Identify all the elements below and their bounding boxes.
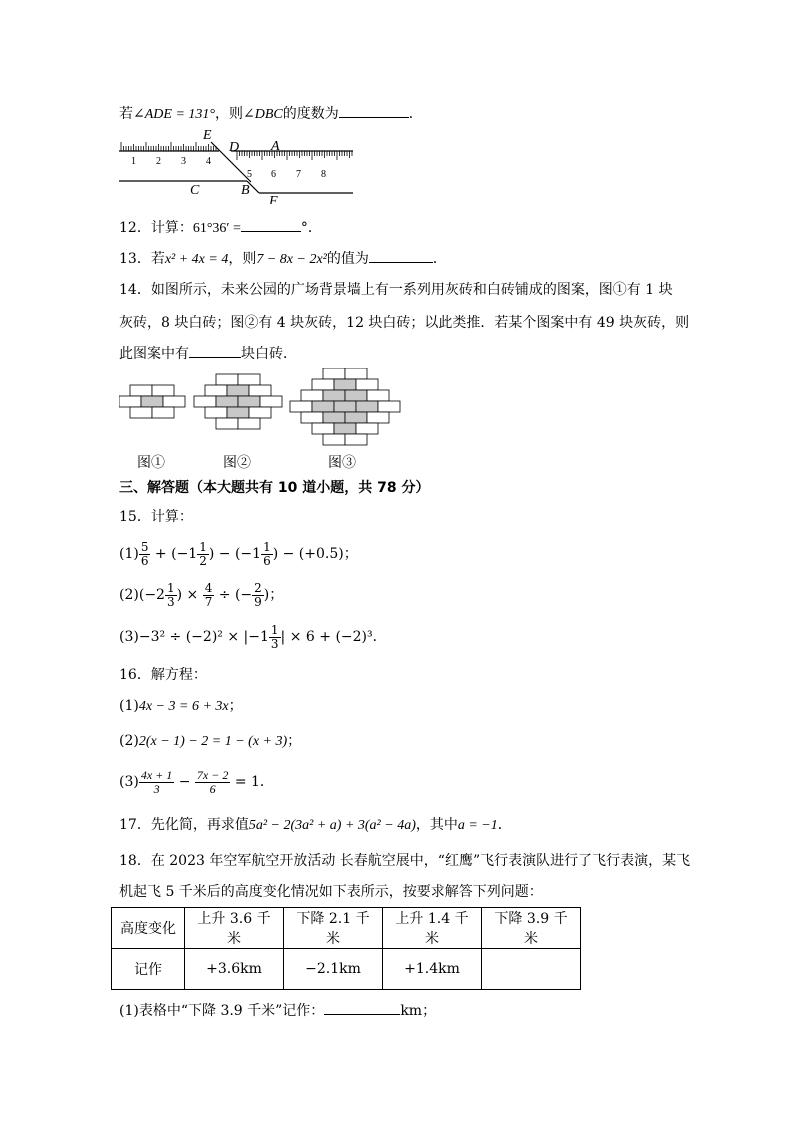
white-brick: [312, 423, 334, 434]
white-brick: [205, 385, 227, 396]
gray-brick: [227, 407, 249, 418]
point-a: A: [271, 139, 280, 154]
gray-brick: [323, 390, 345, 401]
white-brick: [216, 418, 238, 429]
white-brick: [290, 401, 312, 412]
gray-brick: [141, 396, 163, 407]
q16-p3: (3) $\frac{4x + 1}{3}$ − $\frac{7x - 2}{6}$ = 1．: [119, 767, 274, 796]
white-brick: [194, 396, 216, 407]
q18-sub1: (1)表格中“下降 3.9 千米”记作： km；: [119, 1000, 436, 1021]
q15-title: 15．计算：: [119, 509, 193, 525]
white-brick: [238, 418, 260, 429]
table-cell: +3.6km: [185, 949, 284, 990]
gray-brick: [227, 385, 249, 396]
q14-line1: 14．如图所示，未来公园的广场背景墙上有一系列用灰砖和白砖铺成的图案，图①有 1 块: [119, 282, 673, 298]
q15-p1: (1) $\frac{5}{6}$ + (−1 $\frac{1}{2}$ ) − (−1 $\frac{1}{6}$ ) − (+0.5)；: [119, 539, 358, 568]
q11-text: 若∠ADE = 131°，则∠DBC的度数为 ．: [119, 103, 423, 125]
q11-angle-ade: ∠ADE = 131°: [133, 107, 215, 122]
q16-p2: (2)2(x − 1) − 2 = 1 − (x + 3)；: [119, 733, 302, 749]
ruler-tick-3: 3: [181, 156, 186, 167]
table-cell: 上升 1.4 千米: [383, 908, 482, 949]
white-brick: [130, 385, 152, 396]
altitude-table: [111, 907, 581, 990]
white-brick: [205, 407, 227, 418]
q14-line2: 灰砖，8 块白砖；图②有 4 块灰砖，12 块白砖；以此类推．若某个图案中有 49 块灰砖，则: [119, 315, 690, 331]
white-brick: [367, 412, 389, 423]
q12-answer-blank[interactable]: [241, 217, 301, 232]
figure-label: 图③: [328, 456, 356, 471]
white-brick: [356, 379, 378, 390]
white-brick: [301, 412, 323, 423]
white-brick: [119, 396, 141, 407]
white-brick: [356, 423, 378, 434]
q14-brick-figures: [119, 368, 409, 474]
q13-answer-blank[interactable]: [369, 248, 433, 263]
figure-label: 图②: [223, 456, 251, 471]
point-f: F: [269, 194, 278, 204]
white-brick: [345, 368, 367, 379]
white-brick: [260, 396, 282, 407]
table-cell: −2.1km: [284, 949, 383, 990]
point-b: B: [241, 183, 250, 198]
table-cell: 下降 3.9 千米: [482, 908, 581, 949]
q16-title: 16．解方程：: [119, 667, 207, 683]
gray-brick: [334, 423, 356, 434]
white-brick: [323, 368, 345, 379]
section3-title: 三、解答题（本大题共有 10 道小题，共 78 分）: [119, 480, 430, 496]
q11-angle-dbc: ∠DBC: [243, 107, 283, 122]
q14-answer-blank[interactable]: [189, 343, 241, 358]
ruler-tick-2: 2: [156, 156, 161, 167]
q18-line1: 18．在 2023 年空军航空开放活动 长春航空展中，“红鹰”飞行表演队进行了飞行表演，某飞: [119, 853, 691, 869]
table-row: [112, 949, 581, 990]
gray-brick: [323, 412, 345, 423]
q11-ruler-figure: [119, 126, 359, 204]
q12-text: 12．计算：61°36′ = °．: [119, 217, 322, 239]
table-row: [112, 908, 581, 949]
q13-text: 13．若x² + 4x = 4，则7 − 8x − 2x²的值为 ．: [119, 248, 447, 270]
table-answer-cell[interactable]: [482, 949, 581, 990]
ruler-tick-6: 6: [271, 169, 276, 180]
white-brick: [312, 379, 334, 390]
point-e: E: [203, 128, 212, 143]
white-brick: [345, 434, 367, 445]
white-brick: [238, 374, 260, 385]
ruler-tick-4: 4: [206, 156, 211, 167]
gray-brick: [356, 401, 378, 412]
q18-line2: 机起飞 5 千米后的高度变化情况如下表所示，按要求解答下列问题：: [119, 884, 543, 900]
ruler-tick-5: 5: [247, 169, 252, 180]
table-cell: 记作: [112, 949, 185, 990]
q18-answer-blank[interactable]: [324, 1000, 400, 1015]
point-d: D: [229, 140, 240, 155]
q15-p2: (2)(−2 $\frac{1}{3}$ ) × $\frac{4}{7}$ ÷ (− $\frac{2}{9}$ )；: [119, 580, 284, 609]
white-brick: [216, 374, 238, 385]
gray-brick: [312, 401, 334, 412]
gray-brick: [334, 401, 356, 412]
table-cell: +1.4km: [383, 949, 482, 990]
white-brick: [152, 385, 174, 396]
q11-answer-blank[interactable]: [339, 103, 409, 118]
white-brick: [367, 390, 389, 401]
white-brick: [249, 385, 271, 396]
white-brick: [378, 401, 400, 412]
ruler-tick-1: 1: [131, 156, 136, 167]
white-brick: [130, 407, 152, 418]
q17-text: 17．先化简，再求值5a² − 2(3a² + a) + 3(a² − 4a)，其中a = −1．: [119, 817, 512, 833]
gray-brick: [216, 396, 238, 407]
white-brick: [163, 396, 185, 407]
figure-label: 图①: [137, 456, 165, 471]
gray-brick: [334, 379, 356, 390]
table-cell: 下降 2.1 千米: [284, 908, 383, 949]
q15-p3: (3)−3² ÷ (−2)² × |−1 $\frac{1}{3}$ | × 6 + (−2)³．: [119, 622, 387, 651]
white-brick: [249, 407, 271, 418]
ruler-tick-7: 7: [296, 169, 301, 180]
table-cell: 高度变化: [112, 908, 185, 949]
gray-brick: [345, 412, 367, 423]
gray-brick: [345, 390, 367, 401]
ruler-tick-8: 8: [321, 169, 326, 180]
table-cell: 上升 3.6 千米: [185, 908, 284, 949]
point-c: C: [190, 183, 200, 198]
q16-p1: (1)4x − 3 = 6 + 3x；: [119, 698, 243, 714]
white-brick: [323, 434, 345, 445]
white-brick: [152, 407, 174, 418]
white-brick: [301, 390, 323, 401]
q14-line3: 此图案中有 块白砖．: [119, 343, 297, 364]
gray-brick: [238, 396, 260, 407]
